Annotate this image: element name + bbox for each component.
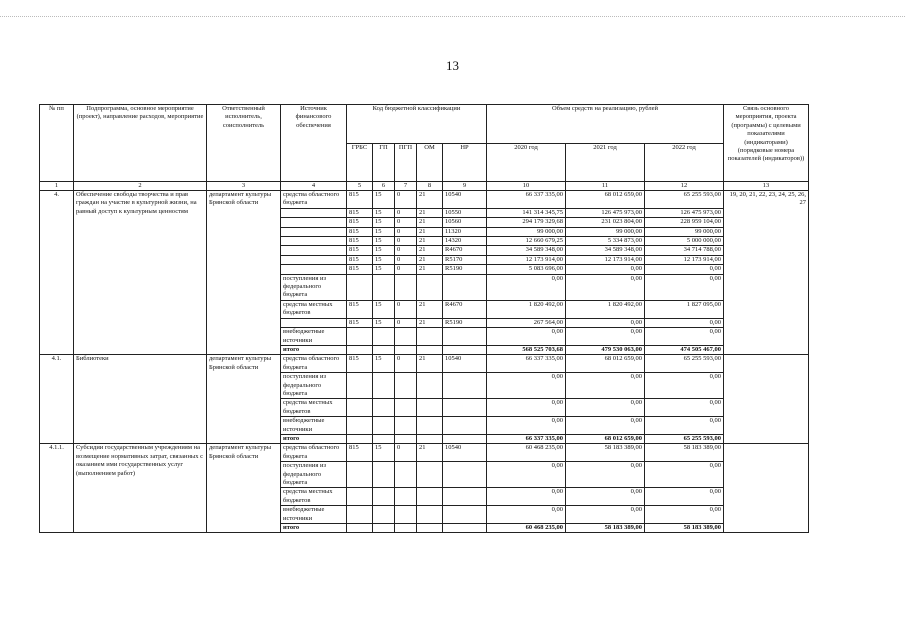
indicator-links: [724, 355, 809, 444]
code-grbs: 815: [347, 227, 373, 236]
row-responsible: департамент культуры Брянской области: [207, 191, 281, 355]
code-om: [417, 399, 443, 417]
code-pgp: 0: [395, 265, 417, 274]
funding-source: средства местных бюджетов: [281, 488, 347, 506]
code-np: 11320: [443, 227, 487, 236]
code-om: 21: [417, 444, 443, 462]
code-np: [443, 274, 487, 300]
code-om: [417, 328, 443, 346]
amount-2022: 65 255 593,00: [645, 191, 724, 209]
code-grbs: [347, 345, 373, 354]
code-grbs: [347, 506, 373, 524]
column-number: 9: [443, 182, 487, 191]
amount-2021: 5 334 873,00: [566, 237, 645, 246]
code-grbs: [347, 417, 373, 435]
code-grbs: 815: [347, 255, 373, 264]
amount-2022: 99 000,00: [645, 227, 724, 236]
amount-2020: 12 173 914,00: [487, 255, 566, 264]
amount-2021: 0,00: [566, 399, 645, 417]
code-pgp: [395, 506, 417, 524]
code-grbs: [347, 488, 373, 506]
funding-source: [281, 318, 347, 327]
amount-2020: 34 589 348,00: [487, 246, 566, 255]
amount-2022: 0,00: [645, 462, 724, 488]
column-number: 13: [724, 182, 809, 191]
funding-source: [281, 265, 347, 274]
amount-2022: 12 173 914,00: [645, 255, 724, 264]
funding-source: поступления из федерального бюджета: [281, 462, 347, 488]
amount-2021: 68 012 659,00: [566, 434, 645, 443]
table-body: [40, 191, 809, 533]
code-om: [417, 506, 443, 524]
amount-2020: 66 337 335,00: [487, 191, 566, 209]
code-gp: [373, 345, 395, 354]
header-grbs: ГРБС: [347, 144, 373, 182]
funding-source: поступления из федерального бюджета: [281, 373, 347, 399]
code-pgp: [395, 345, 417, 354]
code-om: [417, 488, 443, 506]
amount-2020: 0,00: [487, 328, 566, 346]
amount-2021: 0,00: [566, 274, 645, 300]
funding-source: внебюджетные источники: [281, 506, 347, 524]
column-number: 12: [645, 182, 724, 191]
code-om: 21: [417, 355, 443, 373]
amount-2021: 0,00: [566, 417, 645, 435]
code-om: [417, 345, 443, 354]
code-np: [443, 488, 487, 506]
code-np: 14320: [443, 237, 487, 246]
amount-2021: 0,00: [566, 488, 645, 506]
code-pgp: 0: [395, 208, 417, 217]
header-link: Связь основного мероприятия, проекта (программы) с целевыми показателями (индикаторами) (порядковые номера показателей (индикаторов)): [724, 105, 809, 182]
code-grbs: [347, 328, 373, 346]
amount-2022: 0,00: [645, 265, 724, 274]
row-title: Обеспечение свободы творчества и прав граждан на участие в культурной жизни, на равный доступ к культурным ценностям: [74, 191, 207, 355]
amount-2020: 267 564,00: [487, 318, 566, 327]
column-number: 11: [566, 182, 645, 191]
code-np: [443, 328, 487, 346]
header-2020: 2020 год: [487, 144, 566, 182]
amount-2020: 0,00: [487, 462, 566, 488]
code-pgp: [395, 328, 417, 346]
funding-source: [281, 246, 347, 255]
header-2022: 2022 год: [645, 144, 724, 182]
code-np: 10540: [443, 444, 487, 462]
code-grbs: [347, 434, 373, 443]
funding-source: внебюджетные источники: [281, 328, 347, 346]
amount-2021: 0,00: [566, 318, 645, 327]
code-gp: 15: [373, 300, 395, 318]
row-number: 4.1.: [40, 355, 74, 444]
header-num: № пп: [40, 105, 74, 182]
code-pgp: 0: [395, 191, 417, 209]
column-number: 10: [487, 182, 566, 191]
amount-2020: 5 083 696,00: [487, 265, 566, 274]
column-number: 8: [417, 182, 443, 191]
amount-2020: 568 525 703,68: [487, 345, 566, 354]
code-gp: 15: [373, 355, 395, 373]
amount-2022: 58 183 389,00: [645, 444, 724, 462]
amount-2022: 474 505 467,00: [645, 345, 724, 354]
code-gp: 15: [373, 208, 395, 217]
code-gp: [373, 274, 395, 300]
code-om: 21: [417, 237, 443, 246]
code-gp: 15: [373, 255, 395, 264]
code-gp: [373, 488, 395, 506]
amount-2022: 0,00: [645, 399, 724, 417]
funding-source: средства местных бюджетов: [281, 300, 347, 318]
header-np: НР: [443, 144, 487, 182]
column-number-row: [40, 182, 809, 191]
code-om: [417, 373, 443, 399]
amount-2020: 0,00: [487, 506, 566, 524]
code-om: 21: [417, 246, 443, 255]
code-np: 10550: [443, 208, 487, 217]
funding-source: [281, 218, 347, 227]
code-np: R5190: [443, 318, 487, 327]
code-np: [443, 462, 487, 488]
code-np: 10560: [443, 218, 487, 227]
code-gp: 15: [373, 227, 395, 236]
amount-2021: 58 183 389,00: [566, 524, 645, 533]
amount-2020: 0,00: [487, 417, 566, 435]
code-grbs: 815: [347, 265, 373, 274]
code-om: [417, 417, 443, 435]
amount-2021: 1 820 492,00: [566, 300, 645, 318]
code-grbs: 815: [347, 444, 373, 462]
code-pgp: [395, 373, 417, 399]
code-np: [443, 506, 487, 524]
code-grbs: 815: [347, 208, 373, 217]
code-np: R4670: [443, 246, 487, 255]
row-responsible: департамент культуры Брянской области: [207, 444, 281, 533]
amount-2022: 0,00: [645, 318, 724, 327]
header-om: ОМ: [417, 144, 443, 182]
code-pgp: [395, 399, 417, 417]
budget-table: [39, 104, 809, 533]
header-kbk: Код бюджетной классификации: [347, 105, 487, 144]
code-om: [417, 462, 443, 488]
header-pgp: ПГП: [395, 144, 417, 182]
amount-2022: 0,00: [645, 328, 724, 346]
code-gp: [373, 399, 395, 417]
code-np: 10540: [443, 355, 487, 373]
amount-2022: 5 000 000,00: [645, 237, 724, 246]
code-om: [417, 524, 443, 533]
code-pgp: 0: [395, 355, 417, 373]
code-om: 21: [417, 191, 443, 209]
code-pgp: [395, 524, 417, 533]
amount-2020: 99 000,00: [487, 227, 566, 236]
code-gp: 15: [373, 191, 395, 209]
amount-2022: 65 255 593,00: [645, 355, 724, 373]
code-gp: [373, 417, 395, 435]
funding-source: итого: [281, 524, 347, 533]
amount-2020: 60 468 235,00: [487, 444, 566, 462]
amount-2021: 0,00: [566, 265, 645, 274]
funding-source: внебюджетные источники: [281, 417, 347, 435]
code-np: R4670: [443, 300, 487, 318]
funding-source: поступления из федерального бюджета: [281, 274, 347, 300]
code-pgp: 0: [395, 300, 417, 318]
funding-source: средства областного бюджета: [281, 191, 347, 209]
amount-2022: 65 255 593,00: [645, 434, 724, 443]
amount-2022: 228 959 104,00: [645, 218, 724, 227]
code-pgp: [395, 274, 417, 300]
amount-2021: 231 023 804,00: [566, 218, 645, 227]
amount-2021: 99 000,00: [566, 227, 645, 236]
code-gp: 15: [373, 246, 395, 255]
code-np: [443, 345, 487, 354]
amount-2022: 0,00: [645, 417, 724, 435]
code-om: 21: [417, 318, 443, 327]
header-src: Источник финансового обеспечения: [281, 105, 347, 182]
code-gp: [373, 524, 395, 533]
column-number: 4: [281, 182, 347, 191]
code-np: R5170: [443, 255, 487, 264]
code-gp: [373, 506, 395, 524]
code-np: [443, 373, 487, 399]
amount-2021: 0,00: [566, 506, 645, 524]
code-gp: [373, 373, 395, 399]
row-number: 4.1.1.: [40, 444, 74, 533]
code-gp: 15: [373, 444, 395, 462]
funding-source: итого: [281, 345, 347, 354]
amount-2022: 58 183 389,00: [645, 524, 724, 533]
code-pgp: 0: [395, 218, 417, 227]
code-np: 10540: [443, 191, 487, 209]
code-pgp: 0: [395, 318, 417, 327]
code-pgp: [395, 462, 417, 488]
page-number: 13: [446, 58, 459, 73]
code-om: 21: [417, 208, 443, 217]
funding-source: [281, 208, 347, 217]
code-np: [443, 434, 487, 443]
code-grbs: 815: [347, 191, 373, 209]
indicator-links: [724, 444, 809, 533]
amount-2022: 0,00: [645, 506, 724, 524]
code-pgp: 0: [395, 444, 417, 462]
code-np: [443, 524, 487, 533]
row-title: Субсидии государственным учреждениям на возмещение нормативных затрат, связанных с оказанием ими государственных услуг (выполнением работ): [74, 444, 207, 533]
funding-source: итого: [281, 434, 347, 443]
amount-2020: 141 314 345,75: [487, 208, 566, 217]
code-np: R5190: [443, 265, 487, 274]
code-gp: [373, 328, 395, 346]
table-row: [40, 355, 809, 373]
amount-2021: 0,00: [566, 373, 645, 399]
amount-2020: 12 660 679,25: [487, 237, 566, 246]
indicator-links: 19, 20, 21, 22, 23, 24, 25, 26, 27: [724, 191, 809, 355]
amount-2021: 68 012 659,00: [566, 355, 645, 373]
code-np: [443, 399, 487, 417]
code-np: [443, 417, 487, 435]
code-gp: [373, 462, 395, 488]
funding-source: средства областного бюджета: [281, 444, 347, 462]
code-grbs: [347, 399, 373, 417]
code-gp: 15: [373, 237, 395, 246]
code-om: 21: [417, 218, 443, 227]
amount-2020: 294 179 329,68: [487, 218, 566, 227]
table-row: [40, 444, 809, 462]
amount-2021: 34 589 348,00: [566, 246, 645, 255]
amount-2020: 66 337 335,00: [487, 434, 566, 443]
code-pgp: [395, 417, 417, 435]
code-grbs: 815: [347, 237, 373, 246]
code-grbs: 815: [347, 355, 373, 373]
code-pgp: 0: [395, 246, 417, 255]
code-grbs: 815: [347, 300, 373, 318]
funding-source: [281, 227, 347, 236]
amount-2020: 66 337 335,00: [487, 355, 566, 373]
row-number: 4.: [40, 191, 74, 355]
funding-source: средства местных бюджетов: [281, 399, 347, 417]
code-grbs: 815: [347, 218, 373, 227]
amount-2020: 0,00: [487, 274, 566, 300]
amount-2022: 0,00: [645, 274, 724, 300]
header-resp: Ответственный исполнитель, соисполнитель: [207, 105, 281, 182]
header-gp: ГП: [373, 144, 395, 182]
code-om: 21: [417, 255, 443, 264]
amount-2020: 0,00: [487, 373, 566, 399]
code-grbs: [347, 462, 373, 488]
code-om: [417, 274, 443, 300]
amount-2022: 126 475 973,00: [645, 208, 724, 217]
code-pgp: 0: [395, 255, 417, 264]
code-grbs: [347, 274, 373, 300]
code-grbs: 815: [347, 246, 373, 255]
amount-2021: 58 183 389,00: [566, 444, 645, 462]
amount-2021: 0,00: [566, 328, 645, 346]
header-name: Подпрограмма, основное мероприятие (проект), направление расходов, мероприятие: [74, 105, 207, 182]
amount-2022: 0,00: [645, 373, 724, 399]
amount-2021: 479 530 063,00: [566, 345, 645, 354]
code-gp: [373, 434, 395, 443]
code-om: 21: [417, 265, 443, 274]
column-number: 3: [207, 182, 281, 191]
row-responsible: департамент культуры Брянской области: [207, 355, 281, 444]
header-2021: 2021 год: [566, 144, 645, 182]
amount-2021: 12 173 914,00: [566, 255, 645, 264]
amount-2020: 60 468 235,00: [487, 524, 566, 533]
code-grbs: [347, 524, 373, 533]
column-number: 7: [395, 182, 417, 191]
amount-2020: 0,00: [487, 488, 566, 506]
code-gp: 15: [373, 318, 395, 327]
row-title: Библиотеки: [74, 355, 207, 444]
code-gp: 15: [373, 218, 395, 227]
header-vol: Объем средств на реализацию, рублей: [487, 105, 724, 144]
code-pgp: 0: [395, 237, 417, 246]
amount-2022: 0,00: [645, 488, 724, 506]
code-pgp: [395, 434, 417, 443]
code-om: 21: [417, 227, 443, 236]
amount-2020: 0,00: [487, 399, 566, 417]
code-pgp: [395, 488, 417, 506]
amount-2022: 1 827 095,00: [645, 300, 724, 318]
amount-2021: 0,00: [566, 462, 645, 488]
code-grbs: 815: [347, 318, 373, 327]
amount-2021: 126 475 973,00: [566, 208, 645, 217]
column-number: 2: [74, 182, 207, 191]
funding-source: [281, 237, 347, 246]
column-number: 6: [373, 182, 395, 191]
code-om: 21: [417, 300, 443, 318]
amount-2021: 68 012 659,00: [566, 191, 645, 209]
code-pgp: 0: [395, 227, 417, 236]
column-number: 1: [40, 182, 74, 191]
amount-2020: 1 820 492,00: [487, 300, 566, 318]
scan-artifact-line: [0, 16, 905, 19]
code-gp: 15: [373, 265, 395, 274]
column-number: 5: [347, 182, 373, 191]
amount-2022: 34 714 788,00: [645, 246, 724, 255]
table-row: [40, 191, 809, 209]
funding-source: [281, 255, 347, 264]
funding-source: средства областного бюджета: [281, 355, 347, 373]
code-grbs: [347, 373, 373, 399]
code-om: [417, 434, 443, 443]
